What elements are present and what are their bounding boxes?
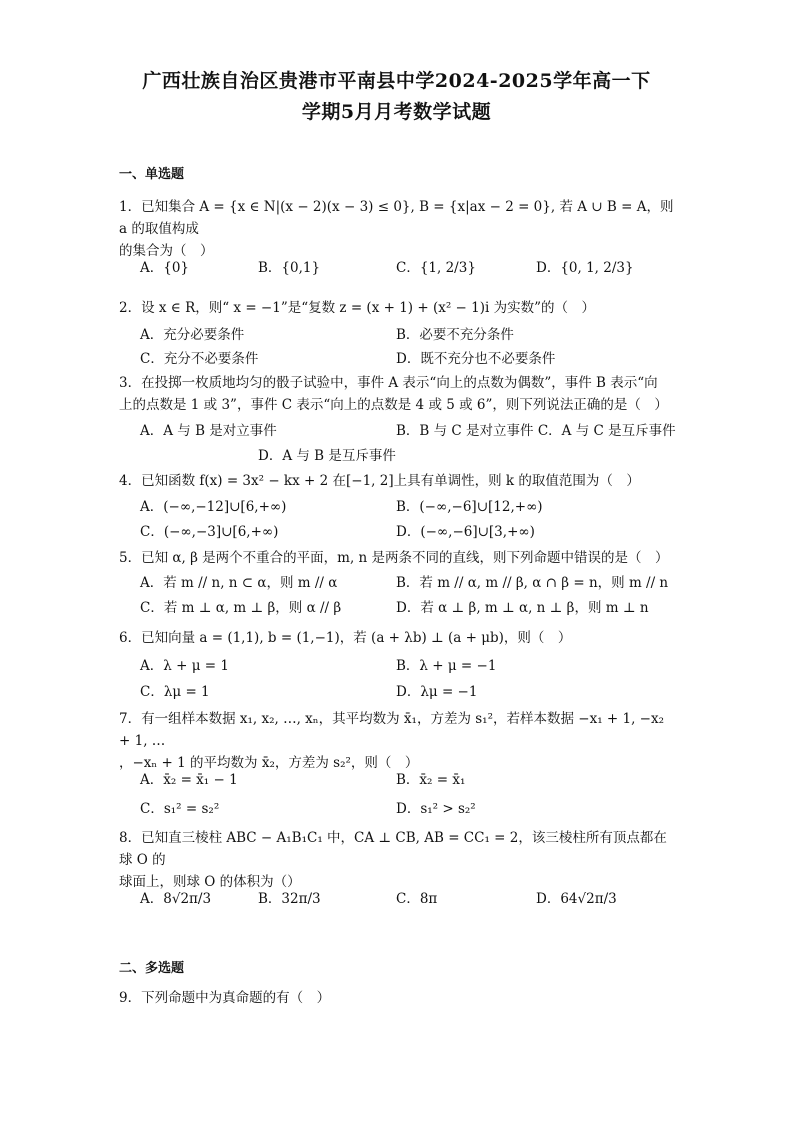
question-1-stem-line-2: 的集合为（ ） bbox=[119, 243, 214, 259]
question-3-stem bbox=[119, 372, 679, 416]
question-7-option-b: B．x̄₂ = x̄₁ bbox=[396, 772, 466, 788]
question-4-stem-line-1: 4．已知函数 f(x) = 3x² − kx + 2 在[−1, 2]上具有单调性，则 k 的取值范围为（ ） bbox=[119, 473, 640, 489]
question-1-stem-line-1: 1．已知集合 A = {x ∈ N|(x − 2)(x − 3) ≤ 0}, B = {x|ax − 2 = 0}, 若 A ∪ B = A，则 a 的取值构成 bbox=[119, 199, 674, 237]
question-2-option-d: D．既不充分也不必要条件 bbox=[396, 351, 556, 367]
question-8-option-c: C．8π bbox=[396, 891, 438, 907]
question-1-option-c: C．{1, 2/3} bbox=[396, 260, 476, 276]
question-5-option-b: B．若 m // α, m // β, α ∩ β = n，则 m // n bbox=[396, 575, 669, 591]
question-6-option-a: A．λ + μ = 1 bbox=[140, 658, 229, 674]
question-3-option-b-c: B．B 与 C 是对立事件 C．A 与 C 是互斥事件 bbox=[396, 423, 676, 439]
question-9-stem bbox=[119, 987, 679, 1009]
question-4-option-d: D．(−∞,−6]∪[3,+∞) bbox=[396, 524, 535, 540]
question-3-stem-line-1: 3．在投掷一枚质地均匀的骰子试验中，事件 A 表示“向上的点数为偶数”，事件 B 表示“向 bbox=[119, 375, 658, 391]
question-5-stem-line-1: 5．已知 α, β 是两个不重合的平面，m, n 是两条不同的直线，则下列命题中错误的是（ ） bbox=[119, 550, 669, 566]
question-1-option-b: B．{0,1} bbox=[258, 260, 321, 276]
question-8-option-a: A．8√2π/3 bbox=[140, 891, 212, 907]
document-title-line-1: 广西壮族自治区贵港市平南县中学2024-2025学年高一下 bbox=[142, 70, 651, 92]
question-7-option-c: C．s₁² = s₂² bbox=[140, 801, 220, 817]
question-3-option-d: D．A 与 B 是互斥事件 bbox=[258, 448, 396, 464]
question-7-option-a: A．x̄₂ = x̄₁ − 1 bbox=[140, 772, 238, 788]
document-title-line-2: 学期5月月考数学试题 bbox=[301, 101, 492, 123]
question-2-option-a: A．充分必要条件 bbox=[140, 327, 245, 343]
question-2-stem bbox=[119, 297, 679, 319]
question-8-option-d: D．64√2π/3 bbox=[536, 891, 617, 907]
question-3-stem-line-2: 上的点数是 1 或 3”，事件 C 表示“向上的点数是 4 或 5 或 6”，则下列说法正确的是（ ） bbox=[119, 397, 668, 413]
question-4-option-b: B．(−∞,−6]∪[12,+∞) bbox=[396, 499, 543, 515]
question-8-option-b: B．32π/3 bbox=[258, 891, 321, 907]
section-heading-multiple-choice: 二、多选题 bbox=[119, 961, 185, 976]
question-6-option-c: C．λμ = 1 bbox=[140, 684, 210, 700]
question-2-stem-line-1: 2．设 x ∈ R，则“ x = −1”是“复数 z = (x + 1) + (x² − 1)i 为实数”的（ ） bbox=[119, 300, 596, 316]
question-5-option-a: A．若 m // n, n ⊂ α，则 m // α bbox=[140, 575, 338, 591]
question-9-stem-line-1: 9．下列命题中为真命题的有（ ） bbox=[119, 990, 331, 1006]
question-1-option-d: D．{0, 1, 2/3} bbox=[536, 260, 634, 276]
question-2-option-c: C．充分不必要条件 bbox=[140, 351, 259, 367]
question-6-option-d: D．λμ = −1 bbox=[396, 684, 478, 700]
question-3-option-a: A．A 与 B 是对立事件 bbox=[140, 423, 277, 439]
question-7-stem-line-2: ，−xₙ + 1 的平均数为 x̄₂，方差为 s₂²，则（ ） bbox=[119, 755, 419, 771]
question-4-stem bbox=[119, 470, 679, 492]
question-7-option-d: D．s₁² > s₂² bbox=[396, 801, 476, 817]
question-2-option-b: B．必要不充分条件 bbox=[396, 327, 514, 343]
question-8-stem bbox=[119, 827, 679, 893]
question-4-option-a: A．(−∞,−12]∪[6,+∞) bbox=[140, 499, 287, 515]
question-5-stem bbox=[119, 547, 679, 569]
question-6-option-b: B．λ + μ = −1 bbox=[396, 658, 497, 674]
question-5-option-c: C．若 m ⊥ α, m ⊥ β，则 α // β bbox=[140, 600, 342, 616]
question-1-option-a: A．{0} bbox=[140, 260, 190, 276]
question-8-stem-line-2: 球面上，则球 O 的体积为（） bbox=[119, 874, 301, 890]
section-heading-single-choice: 一、单选题 bbox=[119, 167, 185, 182]
question-7-stem-line-1: 7．有一组样本数据 x₁, x₂, …, xₙ，其平均数为 x̄₁，方差为 s₁²，若样本数据 −x₁ + 1, −x₂ + 1, … bbox=[119, 711, 665, 749]
question-5-option-d: D．若 α ⊥ β, m ⊥ α, n ⊥ β，则 m ⊥ n bbox=[396, 600, 649, 616]
question-6-stem bbox=[119, 627, 679, 649]
question-6-stem-line-1: 6．已知向量 a = (1,1), b = (1,−1)，若 (a + λb) ⊥ (a + μb)，则（ ） bbox=[119, 630, 572, 646]
question-7-stem bbox=[119, 708, 679, 774]
question-4-option-c: C．(−∞,−3]∪[6,+∞) bbox=[140, 524, 279, 540]
question-1-stem bbox=[119, 196, 679, 262]
question-8-stem-line-1: 8．已知直三棱柱 ABC − A₁B₁C₁ 中，CA ⊥ CB, AB = CC₁ = 2，该三棱柱所有顶点都在球 O 的 bbox=[119, 830, 667, 868]
